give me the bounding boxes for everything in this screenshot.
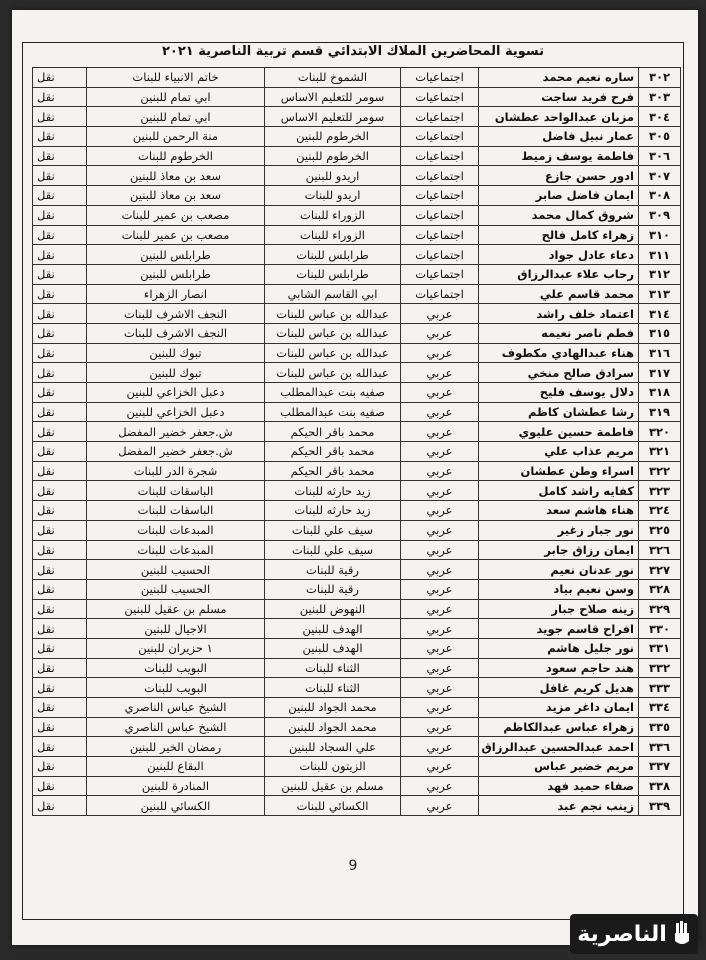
cell-spec: اجتماعيات [401,284,479,304]
cell-to: سعد بن معاذ للبنين [87,166,265,186]
cell-to: ابي تمام للبنين [87,107,265,127]
cell-name: ايمان داغر مزيد [479,698,639,718]
cell-name: مزبان عبدالواحد عطشان [479,107,639,127]
cell-to: دعبل الخزاعي للبنين [87,402,265,422]
cell-from: الشموخ للبنات [265,68,401,88]
cell-to: البقاع للبنين [87,757,265,777]
cell-from: سومر للتعليم الاساس [265,107,401,127]
cell-to: تبوك للبنين [87,363,265,383]
cell-name: رحاب علاء عبدالرزاق [479,264,639,284]
cell-action: نقل [33,146,87,166]
cell-spec: عربي [401,579,479,599]
cell-from: محمد الجواد للبنين [265,717,401,737]
cell-name: محمد قاسم علي [479,284,639,304]
cell-name: هناء هاشم سعد [479,501,639,521]
cell-num: ٣٠٧ [639,166,681,186]
cell-spec: عربي [401,383,479,403]
cell-num: ٣٢٢ [639,461,681,481]
cell-action: نقل [33,166,87,186]
table-row [33,560,681,580]
cell-from: رقية للبنات [265,579,401,599]
cell-to: ش.جعفر خضير المفضل [87,442,265,462]
cell-spec: عربي [401,304,479,324]
cell-action: نقل [33,225,87,245]
cell-name: فاطمة حسين عليوي [479,422,639,442]
table-row [33,442,681,462]
cell-num: ٣١٢ [639,264,681,284]
table-row [33,245,681,265]
cell-name: هناء عبدالهادي مكطوف [479,343,639,363]
cell-from: الخرطوم للبنين [265,127,401,147]
cell-from: الهدف للبنين [265,638,401,658]
cell-from: صفيه بنت عبدالمطلب [265,383,401,403]
cell-spec: اجتماعيات [401,107,479,127]
cell-to: البويب للبنات [87,678,265,698]
cell-spec: عربي [401,638,479,658]
cell-name: نور عدنان نعيم [479,560,639,580]
cell-to: مصعب بن عمير للبنات [87,225,265,245]
cell-from: محمد باقر الحيكم [265,461,401,481]
cell-to: ١ حزيران للبنين [87,638,265,658]
cell-from: عبدالله بن عباس للبنات [265,323,401,343]
cell-name: فرح فريد ساجت [479,87,639,107]
cell-to: رمضان الخير للبنين [87,737,265,757]
cell-to: الشيخ عباس الناصري [87,698,265,718]
cell-spec: عربي [401,520,479,540]
cell-action: نقل [33,540,87,560]
table-row [33,737,681,757]
cell-num: ٣١٧ [639,363,681,383]
cell-num: ٣١٤ [639,304,681,324]
cell-from: اريدو للبنين [265,166,401,186]
cell-to: خاتم الانبياء للبنات [87,68,265,88]
table-row [33,461,681,481]
cell-action: نقل [33,245,87,265]
table-row [33,186,681,206]
cell-from: النهوض للبنين [265,599,401,619]
cell-to: انصار الزهراء [87,284,265,304]
cell-from: سومر للتعليم الاساس [265,87,401,107]
cell-name: زينه صلاح جبار [479,599,639,619]
cell-name: عمار نبيل فاضل [479,127,639,147]
table-row [33,658,681,678]
cell-name: احمد عبدالحسين عبدالرزاق [479,737,639,757]
cell-spec: اجتماعيات [401,146,479,166]
cell-name: هند حاجم سعود [479,658,639,678]
cell-to: طرابلس للبنين [87,264,265,284]
cell-spec: عربي [401,658,479,678]
cell-action: نقل [33,323,87,343]
cell-from: سيف علي للبنات [265,520,401,540]
cell-num: ٣٣٦ [639,737,681,757]
cell-num: ٣٢٣ [639,481,681,501]
cell-from: الزوراء للبنات [265,225,401,245]
cell-action: نقل [33,737,87,757]
cell-to: الباسقات للبنات [87,501,265,521]
table-row [33,501,681,521]
page-number: 9 [348,858,358,874]
cell-action: نقل [33,579,87,599]
cell-spec: عربي [401,757,479,777]
cell-spec: اجتماعيات [401,205,479,225]
table-row [33,698,681,718]
cell-name: دعاء عادل جواد [479,245,639,265]
cell-spec: اجتماعيات [401,166,479,186]
table-row [33,481,681,501]
table-row [33,678,681,698]
document-title: تسوية المحاضرين الملاك الابتدائي قسم تربية الناصرية ٢٠٢١ [161,44,545,59]
cell-to: الحسيب للبنين [87,579,265,599]
cell-from: عبدالله بن عباس للبنات [265,343,401,363]
cell-from: رقية للبنات [265,560,401,580]
cell-action: نقل [33,678,87,698]
table-row [33,383,681,403]
cell-action: نقل [33,422,87,442]
cell-num: ٣٠٥ [639,127,681,147]
cell-num: ٣٢٩ [639,599,681,619]
cell-num: ٣٠٣ [639,87,681,107]
cell-action: نقل [33,343,87,363]
cell-to: البويب للبنات [87,658,265,678]
table-row [33,127,681,147]
table-row [33,540,681,560]
cell-to: سعد بن معاذ للبنين [87,186,265,206]
cell-action: نقل [33,638,87,658]
table-row [33,520,681,540]
cell-spec: عربي [401,540,479,560]
cell-num: ٣١١ [639,245,681,265]
cell-to: الاجيال للبنين [87,619,265,639]
table-row [33,264,681,284]
cell-action: نقل [33,363,87,383]
cell-name: زهراء كامل فالح [479,225,639,245]
cell-from: الزوراء للبنات [265,205,401,225]
cell-from: صفيه بنت عبدالمطلب [265,402,401,422]
cell-to: مسلم بن عقيل للبنين [87,599,265,619]
cell-action: نقل [33,304,87,324]
table-row [33,796,681,816]
cell-num: ٣٣٧ [639,757,681,777]
cell-action: نقل [33,461,87,481]
cell-name: ادور حسن جازع [479,166,639,186]
cell-name: نور جليل هاشم [479,638,639,658]
cell-to: طرابلس للبنين [87,245,265,265]
cell-spec: اجتماعيات [401,225,479,245]
cell-from: الكسائي للبنات [265,796,401,816]
cell-name: زهراء عباس عبدالكاظم [479,717,639,737]
cell-from: زيد حارثه للبنات [265,501,401,521]
cell-num: ٣٢٧ [639,560,681,580]
cell-action: نقل [33,599,87,619]
table-row [33,422,681,442]
cell-num: ٣٣١ [639,638,681,658]
cell-num: ٣٣٩ [639,796,681,816]
cell-to: الكسائي للبنين [87,796,265,816]
cell-name: افراح قاسم جويد [479,619,639,639]
table-row [33,68,681,88]
cell-to: النجف الاشرف للبنات [87,323,265,343]
table-row [33,599,681,619]
cell-spec: عربي [401,363,479,383]
cell-spec: عربي [401,481,479,501]
cell-from: الثناء للبنات [265,678,401,698]
cell-spec: عربي [401,678,479,698]
cell-action: نقل [33,501,87,521]
cell-from: علي السجاد للبنين [265,737,401,757]
cell-spec: عربي [401,599,479,619]
cell-num: ٣١٠ [639,225,681,245]
cell-num: ٣١٦ [639,343,681,363]
cell-from: مسلم بن عقيل للبنين [265,776,401,796]
cell-num: ٣٣٨ [639,776,681,796]
cell-from: عبدالله بن عباس للبنات [265,363,401,383]
cell-from: عبدالله بن عباس للبنات [265,304,401,324]
cell-num: ٣٢٦ [639,540,681,560]
cell-num: ٣٠٩ [639,205,681,225]
cell-action: نقل [33,186,87,206]
cell-num: ٣١٩ [639,402,681,422]
cell-name: ايمان رزاق جابر [479,540,639,560]
cell-num: ٣٢٨ [639,579,681,599]
cell-spec: عربي [401,698,479,718]
cell-spec: اجتماعيات [401,264,479,284]
cell-to: الباسقات للبنات [87,481,265,501]
cell-name: دلال يوسف فليح [479,383,639,403]
cell-num: ٣٠٤ [639,107,681,127]
cell-spec: اجتماعيات [401,186,479,206]
cell-to: مصعب بن عمير للبنات [87,205,265,225]
table-row [33,323,681,343]
table-row [33,776,681,796]
cell-to: ش.جعفر خضير المفضل [87,422,265,442]
cell-name: هديل كريم غافل [479,678,639,698]
cell-spec: عربي [401,343,479,363]
watermark-logo [570,914,698,954]
cell-action: نقل [33,481,87,501]
cell-num: ٣٢١ [639,442,681,462]
cell-name: اعتماد خلف راشد [479,304,639,324]
cell-spec: عربي [401,402,479,422]
table-row [33,402,681,422]
cell-action: نقل [33,87,87,107]
cell-to: النجف الاشرف للبنات [87,304,265,324]
cell-action: نقل [33,68,87,88]
cell-to: منة الرحمن للبنين [87,127,265,147]
cell-spec: عربي [401,461,479,481]
cell-num: ٣٢٥ [639,520,681,540]
cell-num: ٣١٥ [639,323,681,343]
cell-from: اريدو للبنات [265,186,401,206]
cell-action: نقل [33,107,87,127]
cell-action: نقل [33,698,87,718]
cell-num: ٣٠٨ [639,186,681,206]
cell-to: المبدعات للبنات [87,540,265,560]
cell-from: طرابلس للبنات [265,245,401,265]
cell-to: المبدعات للبنات [87,520,265,540]
cell-to: شجرة الدر للبنات [87,461,265,481]
cell-from: زيد حارثه للبنات [265,481,401,501]
cell-num: ٣٢٠ [639,422,681,442]
cell-action: نقل [33,796,87,816]
table-row [33,579,681,599]
cell-from: سيف علي للبنات [265,540,401,560]
cell-action: نقل [33,284,87,304]
cell-num: ٣٢٤ [639,501,681,521]
cell-name: نور جبار زغير [479,520,639,540]
cell-spec: عربي [401,717,479,737]
table-row [33,638,681,658]
cell-action: نقل [33,776,87,796]
table-row [33,304,681,324]
cell-action: نقل [33,560,87,580]
cell-action: نقل [33,658,87,678]
cell-spec: عربي [401,796,479,816]
cell-spec: عربي [401,737,479,757]
table-row [33,87,681,107]
cell-from: الخرطوم للبنين [265,146,401,166]
cell-num: ٣٣٤ [639,698,681,718]
cell-action: نقل [33,520,87,540]
table-row [33,757,681,777]
cell-to: دعبل الخزاعي للبنين [87,383,265,403]
cell-action: نقل [33,205,87,225]
table-row [33,107,681,127]
table-row [33,343,681,363]
table-row [33,146,681,166]
cell-from: الثناء للبنات [265,658,401,678]
cell-from: طرابلس للبنات [265,264,401,284]
cell-to: الخرطوم للبنات [87,146,265,166]
table-row [33,717,681,737]
cell-from: ابي القاسم الشابي [265,284,401,304]
cell-to: تبوك للبنين [87,343,265,363]
cell-spec: عربي [401,560,479,580]
cell-name: صفاء حميد فهد [479,776,639,796]
cell-name: مريم خضير عباس [479,757,639,777]
cell-action: نقل [33,127,87,147]
cell-spec: عربي [401,442,479,462]
cell-action: نقل [33,717,87,737]
cell-action: نقل [33,442,87,462]
cell-action: نقل [33,402,87,422]
cell-name: رشا عطشان كاظم [479,402,639,422]
cell-name: فاطمة يوسف زميط [479,146,639,166]
table-row [33,205,681,225]
hand-logo-icon [673,921,691,947]
cell-spec: اجتماعيات [401,68,479,88]
cell-from: محمد الجواد للبنين [265,698,401,718]
cell-num: ٣٠٦ [639,146,681,166]
cell-spec: عربي [401,501,479,521]
watermark-text: الناصرية [577,921,667,947]
cell-name: وسن نعيم بياد [479,579,639,599]
cell-name: ساره نعيم محمد [479,68,639,88]
cell-name: ايمان فاضل صابر [479,186,639,206]
cell-spec: عربي [401,619,479,639]
cell-name: سرادق صالح منخي [479,363,639,383]
cell-from: محمد باقر الحيكم [265,422,401,442]
cell-to: الشيخ عباس الناصري [87,717,265,737]
cell-from: محمد باقر الحيكم [265,442,401,462]
transfer-table [32,67,681,816]
cell-spec: اجتماعيات [401,127,479,147]
cell-num: ٣٠٢ [639,68,681,88]
cell-from: الزيتون للبنات [265,757,401,777]
cell-action: نقل [33,383,87,403]
cell-num: ٣١٨ [639,383,681,403]
cell-num: ٣٣٥ [639,717,681,737]
cell-spec: عربي [401,422,479,442]
cell-spec: اجتماعيات [401,245,479,265]
cell-num: ٣٣٢ [639,658,681,678]
cell-action: نقل [33,757,87,777]
table-row [33,225,681,245]
cell-spec: عربي [401,323,479,343]
cell-num: ٣٣٠ [639,619,681,639]
table-row [33,619,681,639]
cell-to: ابي تمام للبنين [87,87,265,107]
cell-to: المنادرة للبنين [87,776,265,796]
cell-name: زينب نجم عبد [479,796,639,816]
cell-num: ٣٣٣ [639,678,681,698]
cell-name: اسراء وطن عطشان [479,461,639,481]
cell-num: ٣١٣ [639,284,681,304]
cell-name: فطم ناصر نعيمه [479,323,639,343]
table-row [33,284,681,304]
cell-spec: عربي [401,776,479,796]
cell-action: نقل [33,264,87,284]
table-row [33,363,681,383]
cell-name: شروق كمال محمد [479,205,639,225]
table-row [33,166,681,186]
cell-action: نقل [33,619,87,639]
cell-to: الحسيب للبنين [87,560,265,580]
cell-name: كفايه راشد كامل [479,481,639,501]
cell-from: الهدف للبنين [265,619,401,639]
cell-name: مريم عذاب علي [479,442,639,462]
cell-spec: اجتماعيات [401,87,479,107]
